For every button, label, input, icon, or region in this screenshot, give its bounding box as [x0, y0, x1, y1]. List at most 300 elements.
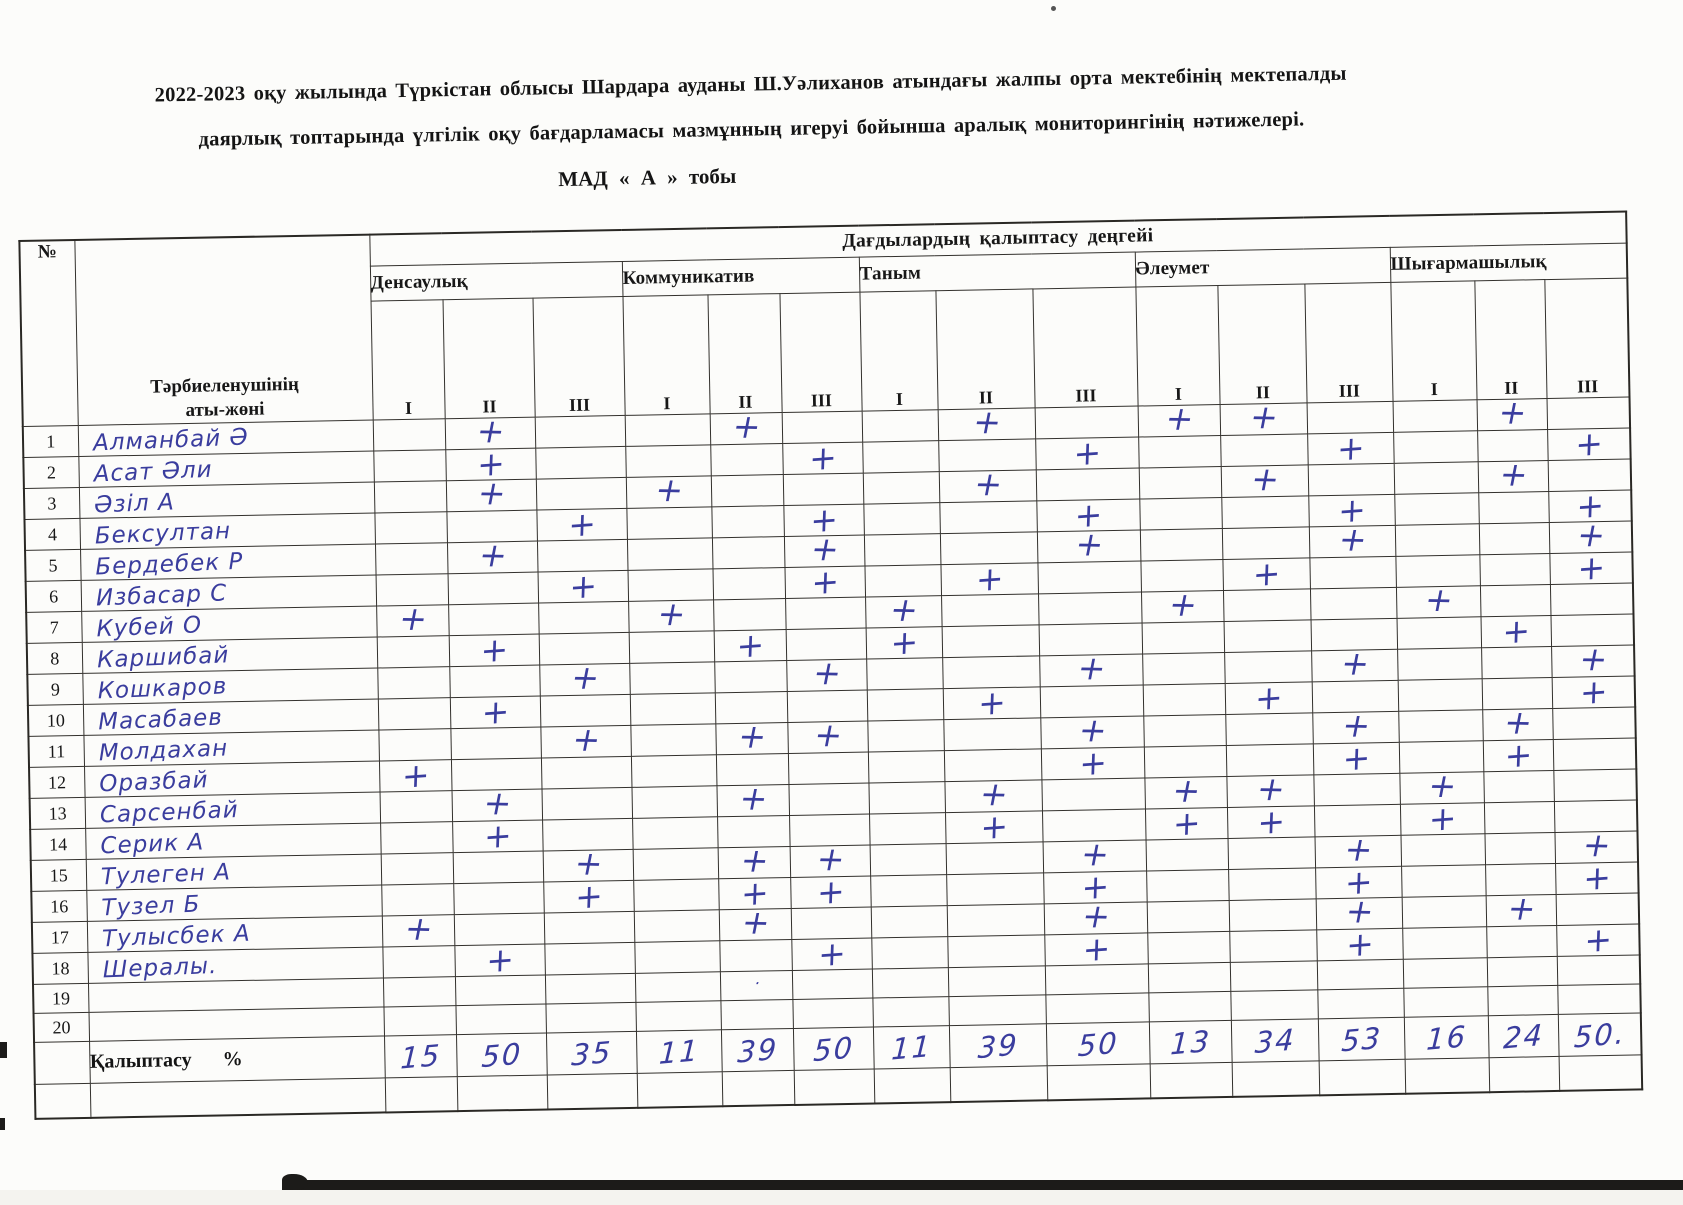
mark-cell	[545, 1002, 636, 1033]
mark-cell	[714, 661, 787, 693]
mark-cell	[1143, 714, 1226, 746]
scan-artifact-blob	[282, 1174, 308, 1190]
empty-cell	[457, 1075, 548, 1111]
student-number: 3	[24, 487, 80, 519]
student-number: 11	[28, 735, 84, 767]
plus-mark-handwritten: +	[479, 629, 509, 671]
plus-mark-handwritten: +	[1501, 610, 1531, 652]
mark-cell	[1486, 925, 1557, 957]
plus-mark-handwritten: +	[1340, 829, 1376, 869]
mark-cell	[870, 875, 947, 907]
plus-mark-handwritten: +	[812, 839, 848, 879]
mark-cell	[1401, 865, 1486, 898]
plus-mark-handwritten: +	[400, 908, 437, 948]
mark-cell	[1313, 773, 1400, 806]
student-name-handwritten: Асат Әли	[92, 456, 213, 488]
percentage-value-handwritten: 39	[736, 1031, 779, 1070]
plus-mark-handwritten: +	[1500, 702, 1536, 742]
plus-mark-handwritten: +	[1072, 432, 1102, 474]
mark-cell	[630, 724, 716, 757]
plus-mark-handwritten: +	[1168, 770, 1204, 810]
mark-cell	[1403, 958, 1488, 989]
mark-cell	[380, 791, 453, 823]
empty-cell	[1047, 1064, 1151, 1100]
percentage-value-handwritten: 50.	[1572, 1015, 1627, 1055]
level-header: II	[1217, 284, 1306, 405]
plus-mark-handwritten: +	[574, 875, 603, 917]
mark-cell	[1147, 931, 1230, 963]
mark-cell	[1317, 988, 1404, 1019]
mark-cell	[373, 450, 446, 482]
percentage-value-handwritten: 11	[657, 1032, 701, 1071]
plus-mark-handwritten: +	[1575, 639, 1611, 679]
plus-mark-handwritten: +	[737, 902, 774, 942]
student-name-handwritten	[89, 989, 383, 1001]
mark-cell	[946, 842, 1044, 875]
mark-cell	[1478, 454, 1549, 494]
plus-mark-handwritten: +	[479, 783, 515, 823]
mark-cell	[1143, 683, 1226, 715]
percentage-value-handwritten: 50	[812, 1029, 855, 1068]
mark-cell	[381, 853, 454, 885]
mark-cell	[867, 720, 944, 752]
mark-cell	[712, 568, 785, 600]
mark-cell	[863, 503, 940, 535]
mark-cell	[1403, 987, 1488, 1018]
mark-cell	[374, 481, 447, 513]
mark-cell	[866, 621, 943, 663]
mark-cell	[1140, 529, 1223, 561]
empty-cell	[90, 1078, 386, 1117]
student-name-handwritten: Масабаев	[97, 704, 223, 736]
mark-cell	[862, 410, 939, 442]
mark-cell	[1400, 834, 1485, 867]
mark-cell	[543, 875, 634, 917]
mark-cell	[1393, 400, 1478, 433]
student-name-handwritten: Әзіл А	[93, 489, 175, 519]
level-header: II	[935, 289, 1034, 410]
plus-mark-handwritten: +	[475, 535, 511, 575]
title-line-1: 2022-2023 оқу жылында Түркістан облысы Шардара ауданы Ш.Уәлиханов атындағы жалпы орта мектебінің мектепалды	[154, 62, 1347, 107]
plus-mark-handwritten: +	[1574, 423, 1604, 465]
plus-mark-handwritten: +	[810, 561, 840, 603]
empty-cell	[950, 1066, 1048, 1102]
mark-cell	[788, 752, 869, 784]
mark-cell	[635, 972, 721, 1003]
level-header: III	[533, 296, 625, 417]
plus-mark-handwritten: +	[1337, 489, 1367, 531]
mark-cell	[539, 657, 630, 697]
mark-cell	[1557, 984, 1641, 1015]
plus-mark-handwritten: +	[1338, 705, 1374, 745]
mark-cell	[538, 565, 629, 607]
empty-cell	[547, 1073, 638, 1109]
mark-cell	[1477, 392, 1548, 432]
mark-cell	[939, 501, 1037, 534]
mark-cell	[376, 598, 449, 639]
level-header: II	[443, 298, 535, 419]
mark-cell	[1309, 519, 1396, 559]
mark-cell	[1311, 643, 1398, 683]
mark-cell	[1221, 496, 1309, 529]
plus-mark-handwritten: +	[970, 464, 1006, 504]
mark-cell	[1229, 930, 1317, 963]
plus-mark-handwritten: +	[567, 503, 597, 545]
plus-mark-handwritten: +	[472, 411, 509, 451]
ink-dot-mark: ·	[752, 973, 762, 993]
student-number: 7	[26, 611, 82, 643]
mark-cell	[375, 543, 448, 575]
percentage-value-handwritten: 50	[480, 1035, 523, 1074]
plus-mark-handwritten: +	[1576, 547, 1606, 589]
mark-cell	[866, 658, 943, 690]
mark-cell	[1037, 524, 1141, 564]
mark-cell	[1138, 398, 1221, 438]
student-number: 14	[30, 828, 86, 860]
mark-cell	[784, 561, 865, 603]
plus-mark-handwritten: +	[735, 778, 771, 818]
student-number: 20	[34, 1012, 90, 1042]
footer-empty-cell	[34, 1041, 90, 1084]
plus-mark-handwritten: +	[1341, 891, 1377, 931]
plus-mark-handwritten: +	[1583, 919, 1613, 961]
percentage-value-handwritten: 53	[1339, 1020, 1383, 1058]
name-header-line2: аты-жөні	[185, 398, 265, 421]
student-name-handwritten: Бексултан	[93, 518, 232, 550]
student-number: 6	[26, 580, 82, 612]
mark-cell	[869, 813, 946, 845]
plus-mark-handwritten: +	[480, 691, 510, 733]
plus-mark-handwritten: +	[977, 682, 1006, 724]
mark-cell	[939, 464, 1037, 504]
mark-cell	[377, 667, 450, 699]
mark-cell	[379, 754, 452, 796]
mark-cell	[1228, 868, 1316, 901]
percentage-value-handwritten: 13	[1168, 1023, 1212, 1062]
mark-cell	[787, 715, 868, 755]
plus-mark-handwritten: +	[974, 558, 1004, 600]
mark-cell	[628, 593, 714, 634]
mark-cell	[541, 756, 632, 789]
mark-cell	[719, 902, 792, 942]
mark-cell	[1228, 837, 1316, 870]
mark-cell	[1396, 579, 1481, 620]
mark-cell	[634, 941, 720, 974]
mark-cell	[1220, 397, 1308, 437]
mark-cell	[862, 441, 939, 473]
skill-group-header: Әлеумет	[1135, 247, 1391, 287]
plus-mark-handwritten: +	[1494, 392, 1530, 432]
mark-cell	[786, 653, 867, 693]
mark-cell	[1487, 956, 1558, 986]
plus-mark-handwritten: +	[1335, 519, 1371, 559]
mark-cell	[373, 419, 446, 451]
mark-cell	[1479, 523, 1550, 555]
plus-mark-handwritten: +	[567, 657, 603, 697]
mark-cell	[455, 975, 546, 1006]
mark-cell	[633, 848, 719, 881]
mark-cell	[631, 786, 717, 819]
student-number: 1	[23, 425, 79, 457]
mark-cell	[868, 782, 945, 814]
mark-cell	[872, 997, 949, 1027]
mark-cell	[448, 572, 539, 605]
plus-mark-handwritten: +	[809, 653, 845, 693]
document-title	[96, 62, 1408, 201]
mark-cell	[947, 904, 1045, 937]
plus-mark-handwritten: +	[735, 624, 765, 666]
mark-cell	[1145, 802, 1228, 844]
mark-cell	[1550, 583, 1634, 616]
plus-mark-handwritten: +	[400, 754, 430, 796]
mark-cell	[1142, 652, 1225, 684]
mark-cell	[792, 998, 873, 1028]
mark-cell	[1484, 801, 1555, 833]
empty-cell	[1232, 1061, 1320, 1097]
mark-cell	[1549, 547, 1633, 589]
scan-artifact-left-speck-1	[0, 1042, 7, 1058]
scan-artifact-bottom-edge	[282, 1180, 1683, 1190]
mark-cell	[540, 719, 631, 759]
plus-mark-handwritten: +	[1421, 579, 1457, 620]
mark-cell	[870, 844, 947, 876]
mark-cell	[383, 1006, 456, 1036]
plus-mark-handwritten: +	[740, 872, 769, 914]
student-name-column-header	[74, 235, 372, 426]
mark-cell	[1483, 770, 1554, 802]
plus-mark-handwritten: +	[1337, 643, 1373, 683]
percentage-value-handwritten: 24	[1501, 1017, 1545, 1056]
mark-cell	[1397, 648, 1482, 681]
student-number: 18	[32, 952, 88, 984]
mark-cell	[454, 939, 545, 981]
level-header: I	[859, 291, 937, 411]
plus-mark-handwritten: +	[817, 933, 847, 975]
student-name-handwritten: Алманбай Ә	[92, 424, 249, 457]
plus-mark-handwritten: +	[1573, 515, 1609, 555]
mark-cell	[1310, 587, 1397, 620]
mark-cell	[1147, 900, 1230, 932]
mark-cell	[1037, 561, 1141, 594]
plus-mark-handwritten: +	[474, 473, 510, 513]
plus-mark-handwritten: +	[1073, 494, 1103, 536]
mark-cell	[1552, 707, 1636, 740]
mark-cell	[1400, 797, 1485, 840]
mark-cell	[1398, 710, 1483, 743]
plus-mark-handwritten: +	[1073, 648, 1109, 688]
student-number: 13	[30, 797, 86, 829]
level-header: III	[1304, 282, 1392, 403]
student-name-handwritten: Серик А	[99, 829, 205, 860]
plus-mark-handwritten: +	[568, 565, 598, 607]
mark-cell	[946, 873, 1044, 906]
level-header: I	[1135, 286, 1219, 406]
student-number: 5	[25, 549, 81, 581]
plus-mark-handwritten: +	[568, 719, 604, 759]
name-header-line1: Тәрбиеленушінің	[150, 373, 300, 398]
plus-mark-handwritten: +	[889, 621, 919, 663]
mark-cell	[378, 698, 451, 730]
skill-group-header: Коммуникатив	[622, 257, 860, 296]
mark-cell	[1229, 899, 1317, 932]
plus-mark-handwritten: +	[476, 443, 506, 485]
student-number: 10	[28, 704, 84, 736]
mark-cell	[867, 689, 944, 721]
mark-cell	[1221, 459, 1309, 499]
student-name-handwritten: Сарсенбай	[98, 796, 239, 829]
mark-cell	[1230, 961, 1318, 992]
mark-cell	[1138, 436, 1221, 468]
mark-cell	[629, 631, 715, 664]
mark-cell	[625, 414, 711, 447]
skills-banner: Дағдылардың қалыптасу деңгейі	[369, 212, 1627, 267]
mark-cell	[948, 966, 1046, 997]
mark-cell	[1035, 432, 1139, 474]
mark-cell	[542, 787, 633, 820]
plus-mark-handwritten: +	[1254, 677, 1283, 719]
mark-cell	[1553, 738, 1637, 771]
student-name-handwritten	[89, 1018, 383, 1030]
mark-cell	[1394, 493, 1479, 526]
plus-mark-handwritten: +	[570, 843, 606, 883]
mark-cell	[450, 727, 541, 760]
plus-mark-handwritten: +	[1335, 427, 1365, 469]
mark-cell	[1038, 592, 1142, 625]
mark-cell	[1139, 467, 1222, 499]
percentage-value-handwritten: 16	[1424, 1018, 1468, 1057]
percentage-row-label: Қалыптасу %	[89, 1036, 385, 1083]
mark-cell	[380, 822, 453, 854]
student-number: 2	[23, 456, 79, 488]
mark-cell	[1316, 923, 1403, 965]
mark-cell	[447, 535, 538, 575]
empty-cell	[385, 1077, 458, 1112]
plus-mark-handwritten: +	[482, 815, 512, 857]
mark-cell	[1486, 888, 1557, 928]
mark-cell	[1307, 427, 1394, 469]
mark-cell	[538, 601, 629, 634]
mark-cell	[719, 939, 792, 971]
mark-cell	[711, 506, 784, 538]
plus-mark-handwritten: +	[1343, 861, 1373, 903]
mark-cell	[943, 718, 1041, 751]
empty-cell	[1489, 1056, 1560, 1091]
plus-mark-handwritten: +	[651, 469, 687, 510]
plus-mark-handwritten: +	[1171, 802, 1201, 844]
title-line-2: даярлық топтарында үлгілік оқу бағдарламасы мазмұнның игеруі бойынша аралық мониторингінің нәтижелері.	[198, 108, 1305, 151]
mark-cell	[712, 537, 785, 569]
mark-cell	[632, 817, 718, 850]
mark-cell	[1230, 990, 1318, 1021]
mark-cell	[453, 851, 544, 884]
scan-artifact-left-speck-2	[0, 1118, 5, 1130]
student-number: 12	[29, 766, 85, 798]
mark-cell	[1146, 838, 1229, 870]
plus-mark-handwritten: +	[1071, 524, 1107, 564]
level-header: II	[707, 294, 781, 414]
student-name-handwritten: Тулысбек А	[101, 920, 251, 953]
skill-group-header: Денсаулық	[370, 261, 623, 301]
mark-cell	[1309, 556, 1396, 589]
mark-cell	[1394, 462, 1479, 495]
mark-cell	[864, 534, 941, 566]
plus-mark-handwritten: +	[1427, 797, 1457, 840]
mark-cell	[536, 503, 627, 545]
student-number: 16	[31, 890, 87, 922]
mark-cell	[871, 906, 948, 938]
mark-cell	[383, 977, 456, 1007]
plus-mark-handwritten: +	[1578, 825, 1615, 865]
mark-cell	[630, 693, 716, 726]
plus-mark-handwritten: +	[734, 716, 770, 756]
plus-mark-handwritten: +	[1246, 397, 1282, 437]
mark-cell	[1481, 647, 1552, 679]
percentage-value-handwritten: 50	[1076, 1024, 1120, 1063]
mark-cell	[1397, 617, 1482, 650]
mark-cell	[1222, 553, 1310, 595]
mark-cell	[1139, 498, 1222, 530]
student-name-handwritten: Кошкаров	[96, 673, 228, 705]
mark-cell	[1478, 492, 1549, 524]
mark-cell	[1483, 734, 1554, 776]
mark-cell	[782, 437, 863, 479]
percentage-value-handwritten: 34	[1253, 1021, 1296, 1060]
student-name-handwritten: Бердебек Р	[94, 548, 244, 581]
mark-cell	[948, 995, 1046, 1026]
plus-mark-handwritten: +	[728, 406, 765, 446]
student-name-handwritten: Кубей О	[95, 612, 203, 643]
student-name-handwritten: Шералы.	[101, 952, 218, 984]
student-name-handwritten: Тузел Б	[100, 891, 201, 922]
mark-cell	[1041, 778, 1145, 811]
plus-mark-handwritten: +	[1495, 454, 1532, 494]
student-name-handwritten: Избасар С	[94, 580, 228, 612]
plus-mark-handwritten: +	[1575, 485, 1605, 527]
mark-cell	[1393, 431, 1478, 464]
mark-cell	[1556, 919, 1640, 961]
skill-group-header: Шығармашылық	[1390, 243, 1628, 282]
mark-cell	[945, 806, 1043, 848]
plus-mark-handwritten: +	[1424, 765, 1460, 806]
plus-mark-handwritten: +	[1503, 734, 1533, 776]
level-header: I	[371, 300, 445, 420]
mark-cell	[1223, 589, 1311, 622]
plus-mark-handwritten: +	[969, 402, 1005, 442]
mark-cell	[1045, 964, 1149, 995]
plus-mark-handwritten: +	[1074, 710, 1111, 750]
empty-cell	[874, 1068, 951, 1103]
mark-cell	[1227, 801, 1315, 843]
mark-cell	[374, 512, 447, 544]
monitoring-table	[18, 211, 1643, 1120]
mark-cell	[942, 625, 1040, 658]
percentage-value-handwritten: 15	[399, 1037, 442, 1076]
mark-cell	[449, 629, 540, 671]
student-number: 4	[24, 518, 80, 550]
mark-cell	[938, 402, 1036, 442]
mark-cell	[626, 507, 712, 540]
percentage-value-handwritten: 11	[890, 1028, 933, 1067]
mark-cell	[535, 415, 626, 448]
mark-cell	[634, 910, 720, 943]
plus-mark-handwritten: +	[810, 715, 846, 755]
empty-cell	[1150, 1062, 1233, 1097]
level-header: III	[779, 292, 861, 412]
mark-cell	[1402, 896, 1487, 929]
mark-cell	[1142, 622, 1225, 654]
plus-mark-handwritten: +	[1081, 928, 1111, 970]
mark-cell	[382, 946, 455, 978]
